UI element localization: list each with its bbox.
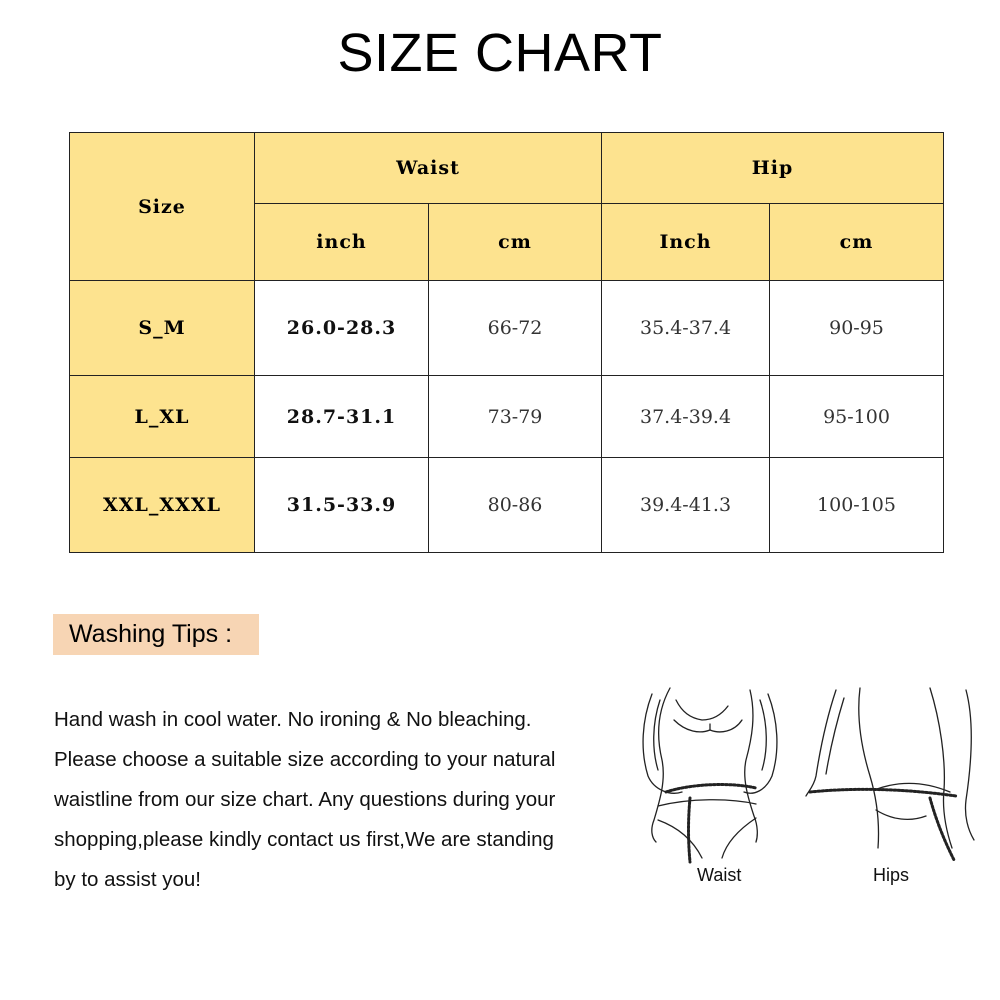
- size-cell: S_M: [70, 281, 255, 376]
- hip-inch-cell: 37.4-39.4: [602, 376, 770, 458]
- waist-inch-cell: 28.7-31.1: [255, 376, 429, 458]
- waist-inch-header: inch: [255, 204, 429, 281]
- waist-cm-cell: 73-79: [429, 376, 602, 458]
- instruction-line: by to assist you!: [54, 868, 201, 891]
- size-cell: XXL_XXXL: [70, 458, 255, 553]
- waist-figure: [643, 688, 777, 862]
- size-chart-table: [69, 132, 944, 553]
- hip-cm-cell: 95-100: [770, 376, 944, 458]
- waist-inch-cell: 26.0-28.3: [255, 281, 429, 376]
- instruction-line: Please choose a suitable size according to your natural: [54, 748, 556, 771]
- washing-instructions: [54, 700, 629, 900]
- hip-inch-cell: 35.4-37.4: [602, 281, 770, 376]
- instruction-line: shopping,please kindly contact us first,We are standing: [54, 828, 554, 851]
- hip-inch-header: Inch: [602, 204, 770, 281]
- measurement-illustration: [630, 680, 980, 890]
- hips-figure: [806, 688, 974, 860]
- hip-cm-header: cm: [770, 204, 944, 281]
- waist-label: Waist: [697, 865, 742, 885]
- waist-header: Waist: [255, 133, 602, 204]
- waist-cm-header: cm: [429, 204, 602, 281]
- washing-tips-label: Washing Tips :: [53, 614, 259, 655]
- hip-header: Hip: [602, 133, 944, 204]
- hip-cm-cell: 100-105: [770, 458, 944, 553]
- instruction-line: Hand wash in cool water. No ironing & No bleaching.: [54, 708, 532, 731]
- waist-cm-cell: 66-72: [429, 281, 602, 376]
- page-title: SIZE CHART: [337, 23, 663, 83]
- table-row: [70, 458, 944, 553]
- size-header: Size: [70, 133, 255, 281]
- hips-label: Hips: [873, 865, 910, 885]
- waist-cm-cell: 80-86: [429, 458, 602, 553]
- table-row: [70, 376, 944, 458]
- hip-inch-cell: 39.4-41.3: [602, 458, 770, 553]
- table-row: [70, 281, 944, 376]
- waist-inch-cell: 31.5-33.9: [255, 458, 429, 553]
- instruction-line: waistline from our size chart. Any questions during your: [54, 788, 556, 811]
- hip-cm-cell: 90-95: [770, 281, 944, 376]
- size-cell: L_XL: [70, 376, 255, 458]
